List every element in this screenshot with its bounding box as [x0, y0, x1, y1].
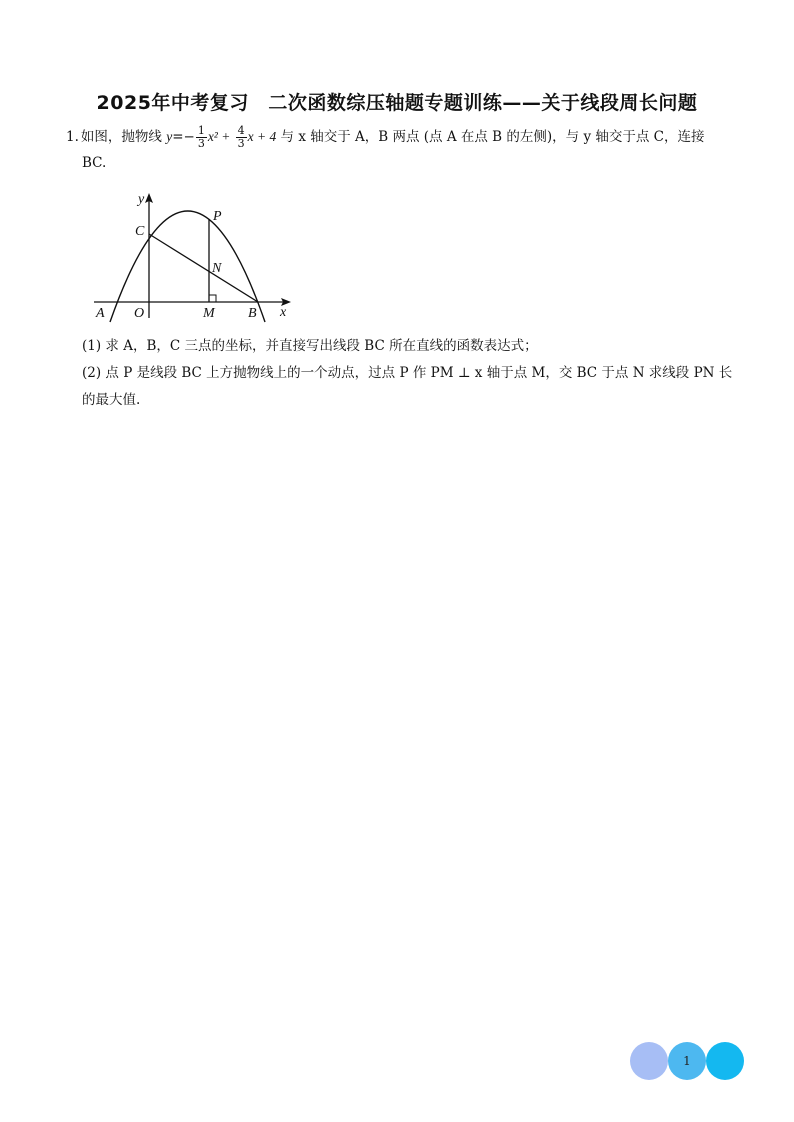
part-1-text: (1) 求 A，B，C 三点的坐标，并直接写出线段 BC 所在直线的函数表达式； [82, 338, 538, 354]
page-number-badge [628, 1040, 748, 1082]
fraction-one-third [196, 125, 207, 150]
label-n: N [212, 261, 222, 276]
label-m: M [203, 306, 215, 321]
eq-x-squared: x² + [207, 129, 231, 144]
badge-circle-left [630, 1042, 668, 1080]
label-y: y [138, 192, 145, 207]
question-intro-b: 与 x 轴交于 A，B 两点 (点 A 在点 B 的左侧)，与 y 轴交于点 C，连接 [280, 129, 705, 145]
question-intro-a: 如图，抛物线 [80, 129, 162, 145]
page-title: 2025年中考复习 二次函数综压轴题专题训练——关于线段周长问题 [96, 92, 698, 114]
question-1 [66, 124, 736, 176]
fraction-denominator: 3 [237, 137, 245, 150]
parabola-figure [88, 190, 298, 330]
part-2-text: (2) 点 P 是线段 BC 上方抛物线上的一个动点，过点 P 作 PM ⊥ x 轴于点 M，交 BC 于点 N 求线段 PN 长 [82, 365, 733, 381]
eq-equals: =− [172, 129, 195, 145]
label-x: x [280, 305, 287, 320]
right-angle-mark [209, 295, 216, 302]
question-intro-c: BC. [82, 155, 107, 171]
label-p: P [213, 209, 222, 224]
label-c: C [135, 224, 145, 239]
label-b: B [248, 306, 257, 321]
label-o: O [134, 306, 145, 321]
part-2-text-cont: 的最大值. [82, 392, 141, 408]
label-a: A [96, 306, 105, 321]
segment-bc [149, 234, 258, 302]
badge-circle-right [706, 1042, 744, 1080]
eq-rest: x + 4 [247, 129, 277, 144]
fraction-four-thirds [236, 125, 247, 150]
fraction-numerator: 1 [197, 124, 205, 137]
eq-y: y [166, 129, 173, 144]
fraction-numerator: 4 [237, 124, 245, 137]
fraction-denominator: 3 [197, 137, 205, 150]
page-number: 1 [683, 1054, 691, 1068]
question-number: 1. [66, 129, 79, 145]
